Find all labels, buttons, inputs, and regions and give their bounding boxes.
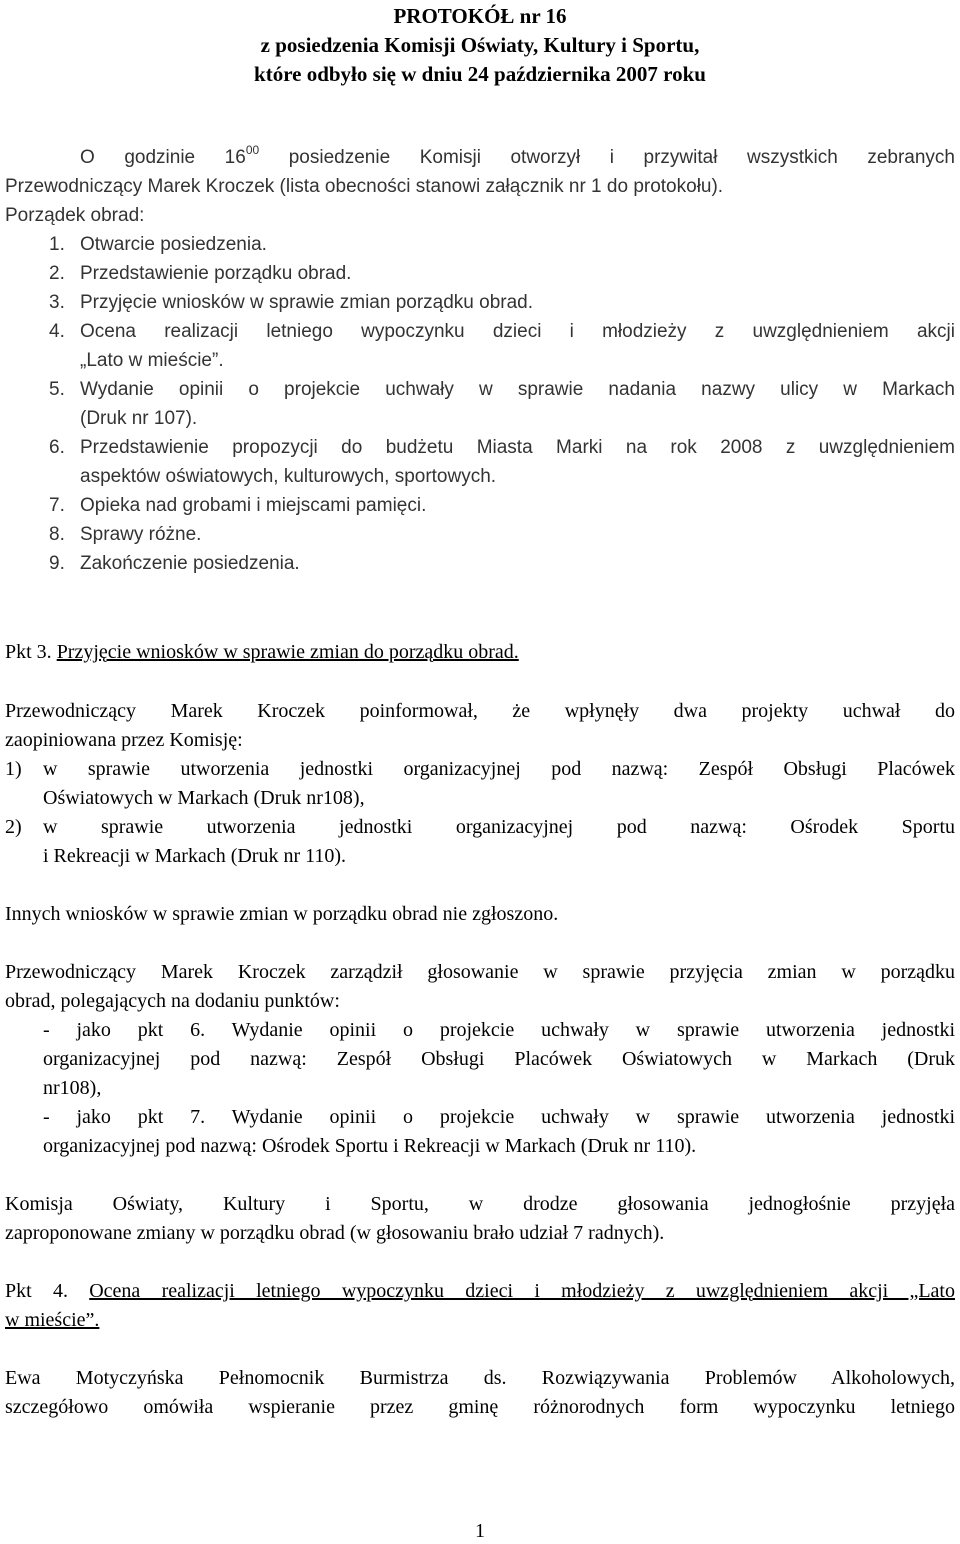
added-point-6-line-1: - jako pkt 6. Wydanie opinii o projekcie uchwały w sprawie utworzenia jednostki: [43, 1019, 955, 1041]
pkt3-vote-order-line-1: Przewodniczący Marek Kroczek zarządził głosowanie w sprawie przyjęcia zmian w porządku: [5, 961, 955, 983]
pkt3-vote-result-line-2: zaproponowane zmiany w porządku obrad (w głosowaniu brało udział 7 radnych).: [5, 1222, 665, 1244]
added-point-6-line-2: organizacyjnej pod nazwą: Zespół Obsługi Placówek Oświatowych w Markach (Druk: [43, 1048, 955, 1070]
agenda-item: 9. Zakończenie posiedzenia.: [49, 553, 300, 574]
intro-paragraph-line-2: Przewodniczący Marek Kroczek (lista obecności stanowi załącznik nr 1 do protokołu).: [5, 176, 724, 197]
agenda-item: 5. Wydanie opinii o projekcie uchwały w sprawie nadania nazwy ulicy w Markach: [49, 379, 955, 400]
motion-item-number: 2): [5, 816, 22, 838]
agenda-item: 1. Otwarcie posiedzenia.: [49, 234, 267, 255]
added-point-7-line-2: organizacyjnej pod nazwą: Ośrodek Sportu i Rekreacji w Markach (Druk nr 110).: [43, 1135, 697, 1157]
agenda-item: 3. Przyjęcie wniosków w sprawie zmian porządku obrad.: [49, 292, 534, 313]
document-subtitle-1: z posiedzenia Komisji Oświaty, Kultury i Sportu,: [260, 33, 700, 57]
motion-item-number: 1): [5, 758, 22, 780]
agenda-item-continuation: aspektów oświatowych, kulturowych, sportowych.: [80, 466, 497, 487]
page-number: 1: [475, 1520, 485, 1542]
agenda-item-continuation: (Druk nr 107).: [80, 408, 198, 429]
pkt4-paragraph-line-2: szczegółowo omówiła wspieranie przez gminę różnorodnych form wypoczynku letniego: [5, 1396, 955, 1418]
motion-item-line-2: Oświatowych w Markach (Druk nr108),: [43, 787, 365, 809]
pkt4-heading-line-2: w mieście”.: [5, 1309, 100, 1331]
intro-paragraph-line-1: O godzinie $16^{00}$ posiedzenie Komisji otworzył i przywitał wszystkich zebranych: [80, 143, 955, 168]
pkt3-vote-order-line-2: obrad, polegających na dodaniu punktów:: [5, 990, 340, 1012]
agenda-item: 7. Opieka nad grobami i miejscami pamięci.: [49, 495, 427, 516]
pkt3-paragraph-line-2: zaopiniowana przez Komisję:: [5, 729, 243, 751]
pkt3-no-other-motions: Innych wniosków w sprawie zmian w porządku obrad nie zgłoszono.: [5, 903, 559, 925]
added-point-6-line-3: nr108),: [43, 1077, 102, 1099]
pkt4-heading-line-1: Pkt 4. Ocena realizacji letniego wypoczynku dzieci i młodzieży z uwzględnieniem akcji „Lato: [5, 1280, 955, 1302]
pkt3-vote-result-line-1: Komisja Oświaty, Kultury i Sportu, w drodze głosowania jednogłośnie przyjęła: [5, 1193, 955, 1215]
motion-item-line-2: i Rekreacji w Markach (Druk nr 110).: [43, 845, 347, 867]
agenda-item: 2. Przedstawienie porządku obrad.: [49, 263, 352, 284]
added-point-7-line-1: - jako pkt 7. Wydanie opinii o projekcie uchwały w sprawie utworzenia jednostki: [43, 1106, 955, 1128]
document-subtitle-2: które odbyło się w dniu 24 października 2007 roku: [254, 62, 706, 86]
document-title: PROTOKÓŁ nr 16: [393, 4, 567, 28]
pkt4-paragraph-line-1: Ewa Motyczyńska Pełnomocnik Burmistrza ds. Rozwiązywania Problemów Alkoholowych,: [5, 1367, 955, 1389]
agenda-item-continuation: „Lato w mieście”.: [80, 350, 224, 371]
motion-item-line-1: w sprawie utworzenia jednostki organizacyjnej pod nazwą: Ośrodek Sportu: [43, 816, 955, 838]
pkt3-heading: Pkt 3. Przyjęcie wniosków w sprawie zmian do porządku obrad.: [5, 641, 519, 663]
pkt3-paragraph-line-1: Przewodniczący Marek Kroczek poinformował, że wpłynęły dwa projekty uchwał do: [5, 700, 955, 722]
agenda-item: 4. Ocena realizacji letniego wypoczynku dzieci i młodzieży z uwzględnieniem akcji: [49, 321, 955, 342]
agenda-label: Porządek obrad:: [5, 205, 145, 226]
agenda-item: 6. Przedstawienie propozycji do budżetu Miasta Marki na rok 2008 z uwzględnieniem: [49, 437, 955, 458]
motion-item-line-1: w sprawie utworzenia jednostki organizacyjnej pod nazwą: Zespół Obsługi Placówek: [43, 758, 955, 780]
agenda-item: 8. Sprawy różne.: [49, 524, 202, 545]
